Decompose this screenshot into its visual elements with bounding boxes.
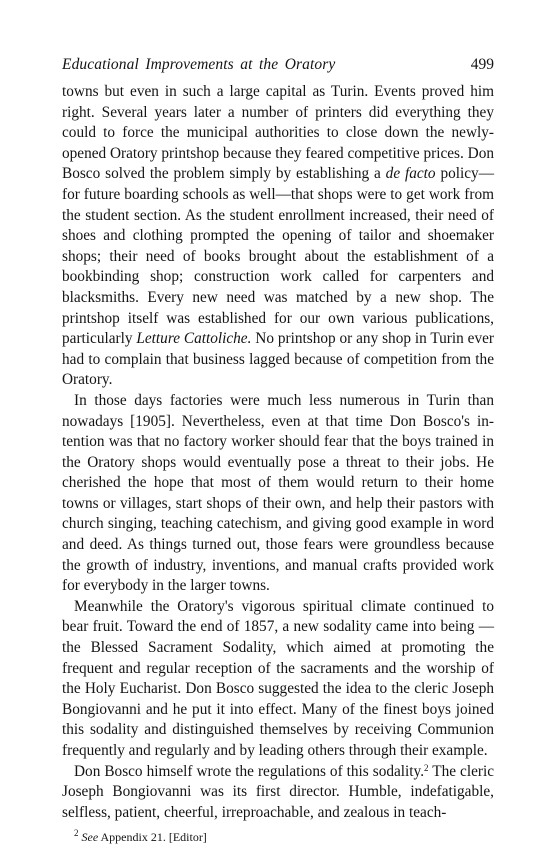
footnote-text: Appendix 21. [Editor] (98, 830, 207, 845)
paragraph-text: towns but even in such a large capital as Turin. Events proved him right. Several years later a number of printers did everything they could to force the municipal authorities to close down the newly-opened Oratory printshop because they feared competitive prices. Don Bosco solved the problem simply by establishing a (62, 83, 494, 183)
paragraph-2: In those days factories were much less numerous in Turin than nowadays [1905]. Nevertheless, even at that time Don Bosco's intention was that no factory worker should fear that the boys trained in the Oratory shops would eventually pose a threat to their jobs. He cherished the hope that most of them would return to their home towns or villages, start shops of their own, and help their pastors with church singing, teaching catechism, and giving good example in word and deed. As things turned out, those fears were groundless because the growth of industry, inventions, and manual crafts provided work for everybody in the larger towns. (62, 391, 494, 595)
footnote-see: See (81, 830, 99, 845)
page-number: 499 (470, 56, 494, 73)
running-title: Educational Improvements at the Oratory (62, 56, 336, 73)
footnote-number: 2 (74, 828, 79, 839)
paragraph-4 (62, 762, 494, 824)
footnote-reference[interactable]: 2 (424, 762, 429, 773)
paragraph-text: Don Bosco himself wrote the regulations of this sodality. (74, 762, 425, 780)
italic-title: Letture Cattoliche. (136, 330, 252, 348)
book-page (62, 56, 494, 845)
body-text (62, 82, 494, 823)
running-head (62, 56, 494, 82)
paragraph-text: policy—for future boarding schools as well—that shops were to get work from the student section. As the student enrollment increased, their need of shoes and clothing prompted the opening of tailor and shoemaker shops; their need of books brought about the establishment of a bookbinding shop; construction work called for carpenters and blacksmiths. Every new need was matched by a new shop. The printshop itself was established for our own various publications, particularly (62, 165, 494, 348)
footnote (62, 830, 494, 845)
paragraph-text: The cleric Joseph Bongiovanni was its first director. Humble, indefatigable, selfless, patient, cheerful, irreproachable, and zealous in teach- (62, 762, 494, 821)
italic-term: de facto (385, 165, 436, 183)
paragraph-text: No printshop or any shop in Turin ever had to complain that business lagged because of competition from the Oratory. (62, 330, 494, 389)
paragraph-3: Meanwhile the Oratory's vigorous spiritual climate continued to bear fruit. Toward the end of 1857, a new sodality came into being —the Blessed Sacrament Sodality, which aimed at promoting the frequent and regular reception of the sacraments and the worship of the Holy Eucharist. Don Bosco suggested the idea to the cleric Joseph Bongiovanni and he put it into effect. Many of the finest boys joined this sodality and distinguished themselves by receiving Communion frequently and regularly and by leading others through their example. (62, 597, 494, 759)
paragraph-1 (62, 82, 494, 391)
